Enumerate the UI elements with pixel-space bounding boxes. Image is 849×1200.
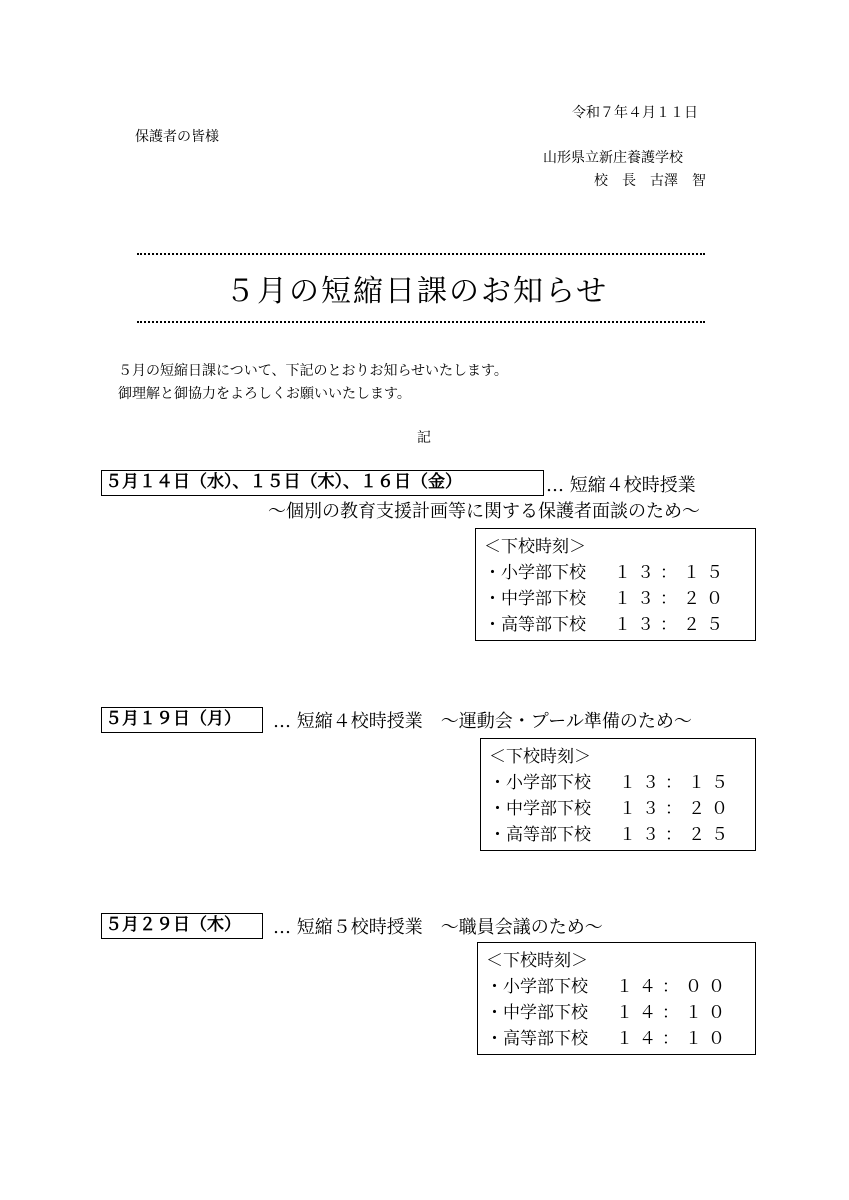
issue-date: 令和７年４月１１日	[572, 105, 698, 121]
principal-name: 校 長 古澤 智	[594, 173, 706, 189]
dismissal-row-high: ・高等部下校 １３：２５	[489, 825, 734, 845]
intro-line-2: 御理解と御協力をよろしくお願いいたします。	[118, 386, 411, 402]
dismissal-row-elementary: ・小学部下校 １３：１５	[484, 563, 729, 583]
dismissal-heading: ＜下校時刻＞	[486, 951, 588, 971]
ki-mark: 記	[417, 430, 431, 446]
dismissal-heading: ＜下校時刻＞	[489, 747, 591, 767]
school-name: 山形県立新庄養護学校	[543, 150, 683, 166]
dismissal-row-elementary: ・小学部下校 １３：１５	[489, 773, 734, 793]
section-2-dismissal-box	[480, 738, 756, 851]
section-3-date: ５月２９日（木）	[101, 913, 263, 939]
section-1-dismissal-box	[475, 528, 756, 641]
title-rule-bottom	[137, 321, 705, 323]
intro-line-1: ５月の短縮日課について、下記のとおりお知らせいたします。	[118, 363, 508, 379]
dismissal-row-high: ・高等部下校 １４：１０	[486, 1029, 731, 1049]
dismissal-row-elementary: ・小学部下校 １４：００	[486, 977, 731, 997]
section-2-date: ５月１９日（月）	[101, 707, 263, 733]
section-1-date: ５月１４日（水）、１５日（木）、１６日（金）	[101, 470, 544, 496]
section-1-reason: ～個別の教育支援計画等に関する保護者面談のため～	[268, 501, 700, 522]
page-title: ５月の短縮日課のお知らせ	[225, 274, 609, 309]
dismissal-heading: ＜下校時刻＞	[484, 537, 586, 557]
dismissal-row-junior: ・中学部下校 １３：２０	[484, 589, 729, 609]
dismissal-row-high: ・高等部下校 １３：２５	[484, 615, 729, 635]
section-1-desc: … 短縮４校時授業	[546, 475, 696, 496]
section-3-desc: … 短縮５校時授業 ～職員会議のため～	[273, 917, 603, 938]
section-2-desc: … 短縮４校時授業 ～運動会・プール準備のため～	[273, 711, 692, 732]
title-rule-top	[137, 253, 705, 255]
dismissal-row-junior: ・中学部下校 １４：１０	[486, 1003, 731, 1023]
dismissal-row-junior: ・中学部下校 １３：２０	[489, 799, 734, 819]
recipient: 保護者の皆様	[135, 129, 219, 145]
section-3-dismissal-box	[477, 942, 756, 1055]
